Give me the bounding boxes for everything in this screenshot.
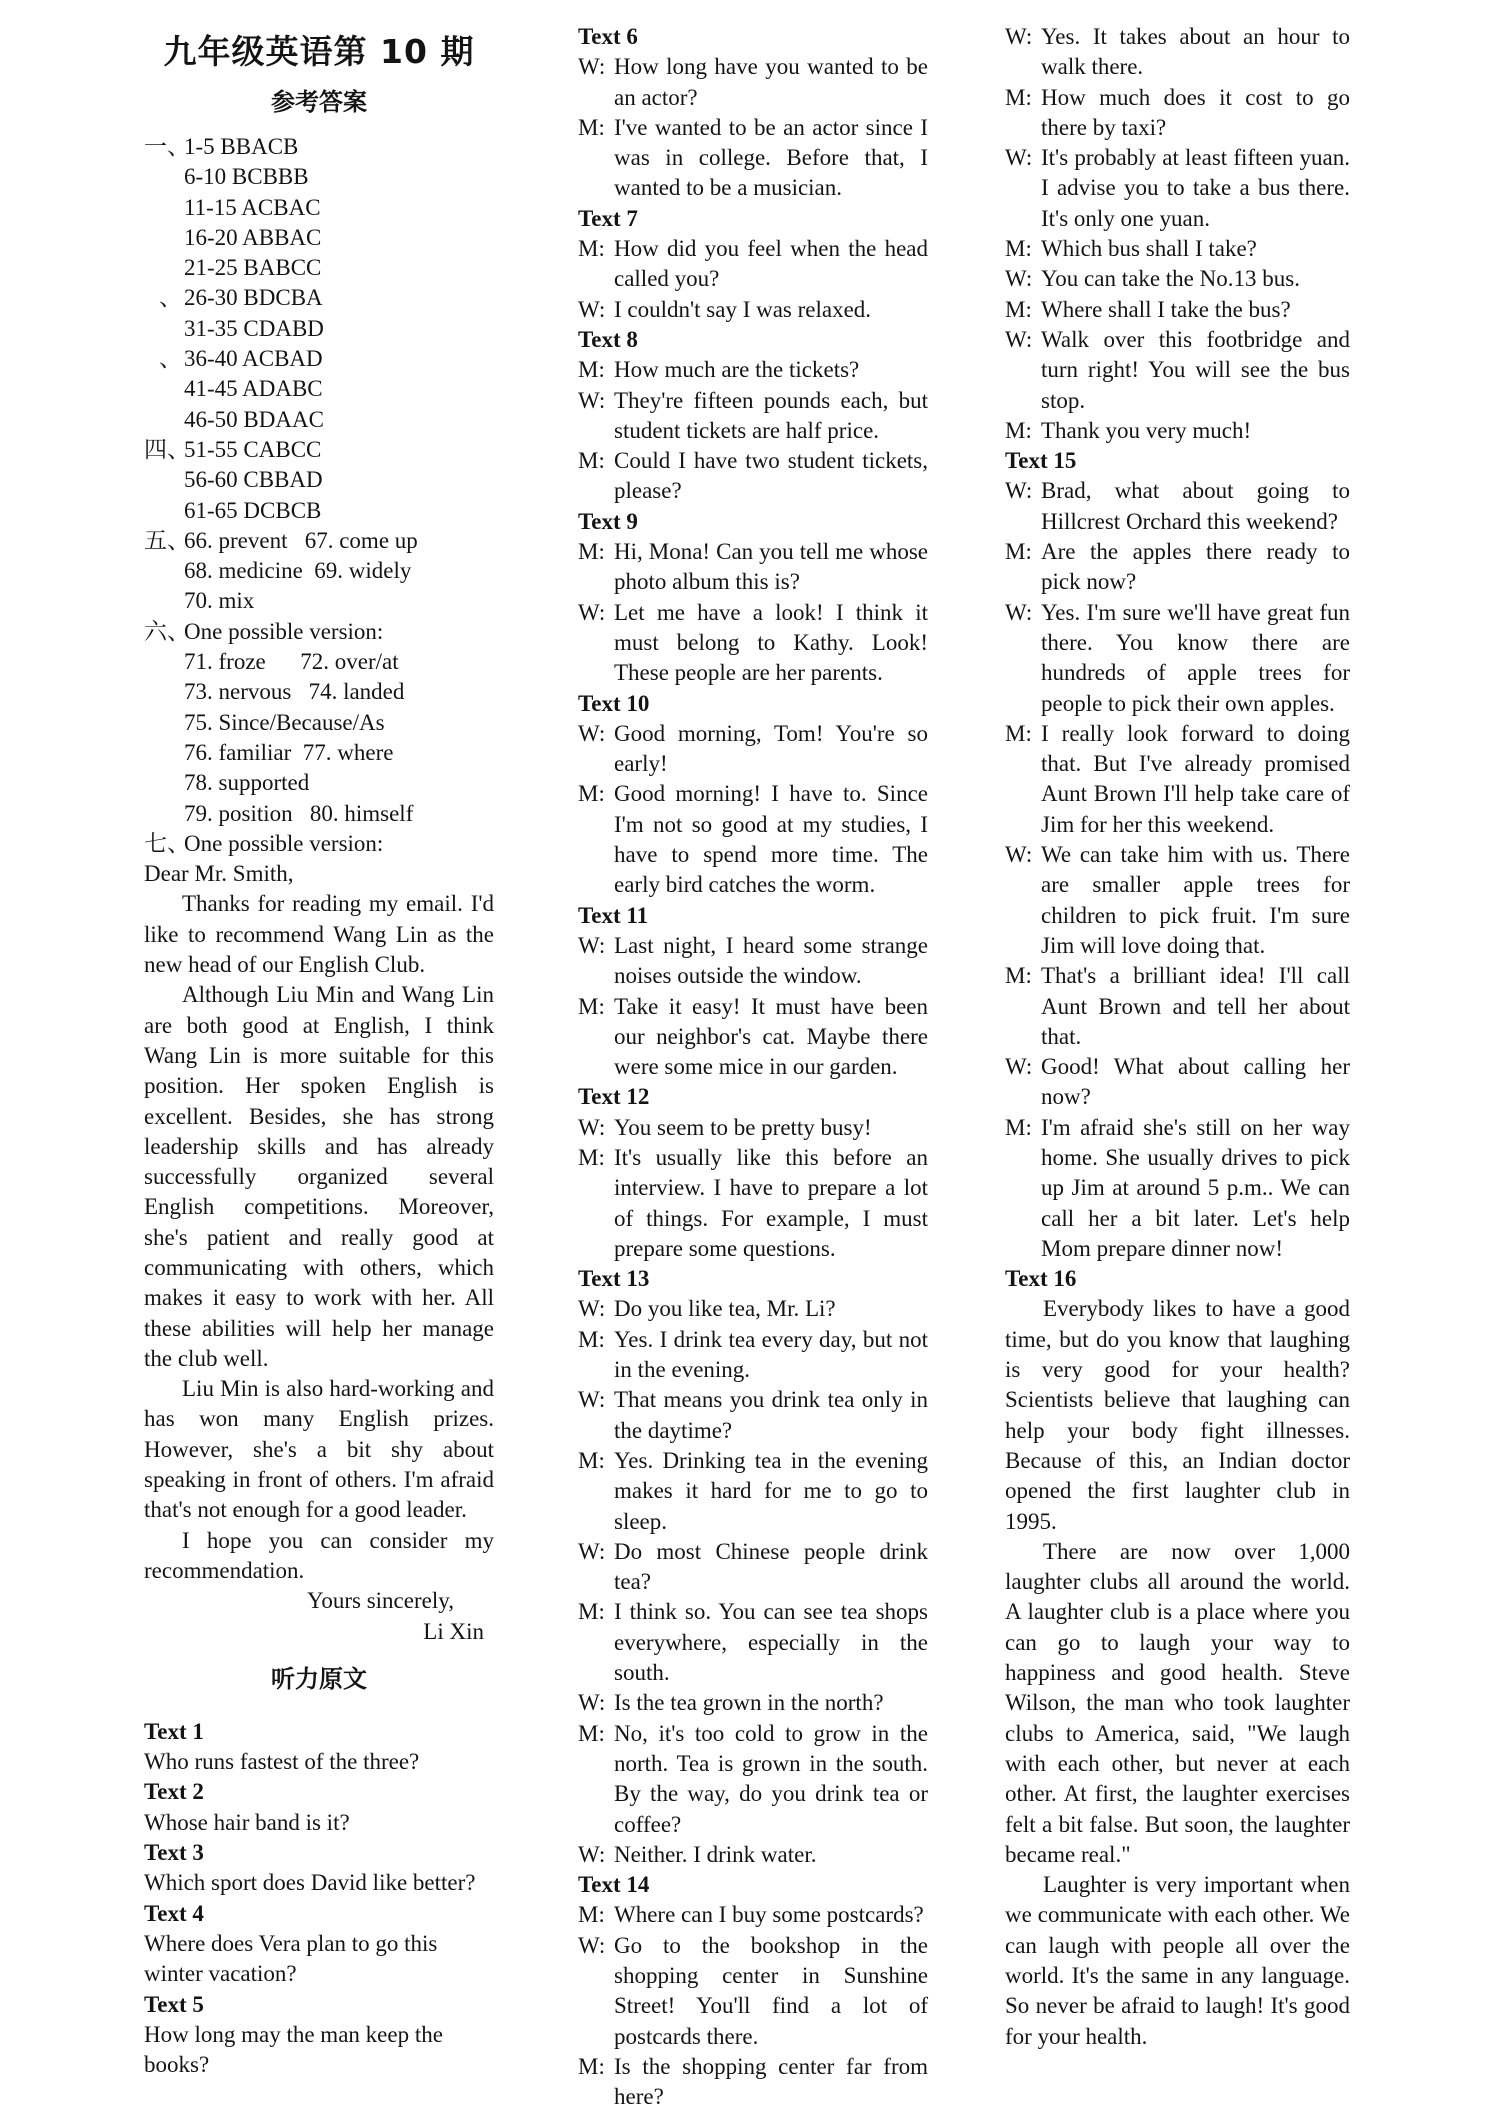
speaker: M: — [1005, 720, 1032, 746]
answer-row — [144, 768, 494, 798]
line-text: Where can I buy some postcards? — [614, 1902, 924, 1928]
speaker: M: — [578, 1902, 605, 1928]
speaker: M: — [578, 993, 605, 1019]
dialogue-line — [578, 355, 928, 385]
dialogue-line — [1005, 295, 1350, 325]
section-number — [144, 314, 184, 344]
line-text: Which bus shall I take? — [1041, 236, 1257, 262]
answer-text: 79. position 80. himself — [184, 800, 414, 826]
dialogue-line — [578, 779, 928, 900]
dialogue-line — [1005, 325, 1350, 416]
speaker: M: — [578, 1144, 605, 1170]
answer-text: One possible version: — [184, 830, 384, 856]
line-text: Hi, Mona! Can you tell me whose photo album this is? — [614, 539, 928, 595]
dialogue-line — [578, 1900, 928, 1930]
dialogue-line — [578, 1143, 928, 1264]
answer-row — [144, 708, 494, 738]
dialogue-line — [1005, 22, 1350, 83]
section-number — [144, 465, 184, 495]
answer-row — [144, 435, 494, 465]
answer-row — [144, 617, 494, 647]
answer-text: 61-65 DCBCB — [184, 497, 322, 523]
dialogue-line — [1005, 1052, 1350, 1113]
answer-row — [144, 193, 494, 223]
speaker: W: — [578, 54, 606, 80]
section-number: 、 — [159, 346, 182, 372]
text-label: Text 7 — [578, 205, 638, 231]
line-text: Is the shopping center far from here? — [614, 2053, 928, 2110]
dialogue-line — [1005, 840, 1350, 961]
speaker: M: — [1005, 963, 1032, 989]
passage-paragraph: Everybody likes to have a good time, but do you know that laughing is very good for your health? Scientists believe that laughing can help your body fight illnesses. Because of this, an Indian doctor opened the first laughter club in 1995. — [1005, 1296, 1350, 1534]
speaker: W: — [578, 387, 606, 413]
dialogue-line — [1005, 719, 1350, 840]
dialogue-line — [578, 234, 928, 295]
question-text: Where does Vera plan to go this winter vacation? — [144, 1930, 438, 1987]
answer-row — [144, 465, 494, 495]
answer-row — [144, 374, 494, 404]
line-text: Good morning! I have to. Since I'm not so good at my studies, I have to spend more time. The early bird catches the worm. — [614, 781, 928, 898]
letter-closing: Yours sincerely, — [307, 1588, 454, 1614]
line-text: Where shall I take the bus? — [1041, 296, 1291, 322]
line-text: Go to the bookshop in the shopping center in Sunshine Street! You'll find a lot of postcards there. — [614, 1932, 928, 2049]
line-text: No, it's too cold to grow in the north. Tea is grown in the south. By the way, do you drink tea or coffee? — [614, 1720, 928, 1837]
answer-list — [144, 132, 494, 859]
listening-questions — [144, 1717, 494, 2081]
dialogue-line — [578, 1325, 928, 1386]
answer-row — [144, 647, 494, 677]
section-number — [144, 193, 184, 223]
dialogue-line — [578, 719, 928, 780]
answer-row — [144, 677, 494, 707]
speaker: W: — [1005, 326, 1033, 352]
answer-text: 11-15 ACBAC — [184, 194, 321, 220]
speaker: W: — [578, 296, 606, 322]
speaker: M: — [578, 357, 605, 383]
answer-text: 56-60 CBBAD — [184, 467, 323, 493]
answer-text: 6-10 BCBBB — [184, 164, 309, 190]
page-title: 九年级英语第 10 期 — [163, 32, 475, 71]
answer-row — [144, 799, 494, 829]
line-text: It's probably at least fifteen yuan. I advise you to take a bus there. It's only one yuan. — [1041, 145, 1350, 231]
question-text: Whose hair band is it? — [144, 1809, 350, 1835]
line-text: I'm afraid she's still on her way home. She usually drives to pick up Jim at around 5 p.m.. We can call her a bit later. Let's help Mom prepare dinner now! — [1041, 1114, 1350, 1261]
section-number — [144, 405, 184, 435]
answer-text: 70. mix — [184, 588, 255, 614]
line-text: Do most Chinese people drink tea? — [614, 1538, 928, 1595]
speaker: M: — [578, 1447, 605, 1473]
speaker: W: — [578, 1387, 606, 1413]
section-number — [144, 768, 184, 798]
dialogue-line — [578, 1294, 928, 1324]
speaker: W: — [1005, 478, 1033, 504]
answer-text: 31-35 CDABD — [184, 315, 324, 341]
speaker: M: — [578, 114, 605, 140]
answer-text: 76. familiar 77. where — [184, 739, 394, 765]
answer-text: 21-25 BABCC — [184, 255, 322, 281]
line-text: Yes. It takes about an hour to walk there. — [1041, 24, 1350, 80]
answer-text: 51-55 CABCC — [184, 436, 322, 462]
section-number — [144, 677, 184, 707]
answer-text: 46-50 BDAAC — [184, 406, 324, 432]
section-number: 一、 — [144, 134, 190, 159]
speaker: W: — [578, 720, 606, 746]
dialogue-line — [1005, 537, 1350, 598]
dialogue-line — [1005, 143, 1350, 234]
answer-text: 41-45 ADABC — [184, 376, 323, 402]
speaker: W: — [1005, 599, 1033, 625]
column-1 — [144, 22, 494, 2080]
line-text: Yes. I drink tea every day, but not in the evening. — [614, 1326, 928, 1383]
answer-row — [144, 283, 494, 313]
dialogue-line — [578, 1688, 928, 1718]
dialogue-line — [1005, 961, 1350, 1052]
speaker: M: — [1005, 1114, 1032, 1140]
speaker: M: — [1005, 417, 1032, 443]
question-text: Which sport does David like better? — [144, 1870, 476, 1896]
text-label: Text 10 — [578, 690, 650, 716]
section-number — [144, 374, 184, 404]
line-text: How much are the tickets? — [614, 357, 860, 383]
line-text: Thank you very much! — [1041, 417, 1252, 443]
answers-heading: 参考答案 — [271, 88, 367, 116]
line-text: You can take the No.13 bus. — [1041, 266, 1300, 292]
speaker: W: — [578, 1296, 606, 1322]
answer-row — [144, 223, 494, 253]
answer-row — [144, 586, 494, 616]
speaker: M: — [578, 2053, 605, 2079]
answer-text: 75. Since/Because/As — [184, 709, 385, 735]
dialogue-line — [578, 386, 928, 447]
letter-paragraph: Thanks for reading my email. I'd like to recommend Wang Lin as the new head of our English Club. — [144, 891, 494, 978]
section-number — [144, 223, 184, 253]
speaker: M: — [1005, 539, 1032, 565]
line-text: Take it easy! It must have been our neighbor's cat. Maybe there were some mice in our garden. — [614, 993, 928, 1080]
letter-signature: Li Xin — [423, 1618, 484, 1644]
text-label: Text 11 — [578, 902, 649, 928]
dialogue-line — [578, 537, 928, 598]
line-text: How long have you wanted to be an actor? — [614, 54, 928, 110]
dialogue-line — [578, 295, 928, 325]
line-text: Good! What about calling her now? — [1041, 1054, 1350, 1110]
speaker: W: — [1005, 266, 1033, 292]
speaker: M: — [578, 1326, 605, 1352]
text-label: Text 9 — [578, 508, 638, 534]
text-label: Text 1 — [144, 1718, 204, 1744]
speaker: M: — [578, 448, 605, 474]
answer-text: 66. prevent 67. come up — [184, 527, 418, 553]
line-text: Walk over this footbridge and turn right! You will see the bus stop. — [1041, 326, 1350, 413]
text-label: Text 16 — [1005, 1266, 1077, 1292]
answer-row — [144, 253, 494, 283]
dialogue-line — [578, 1931, 928, 2052]
text-label: Text 14 — [578, 1872, 650, 1898]
answer-row — [144, 829, 494, 859]
section-number — [144, 162, 184, 192]
dialogue-line — [578, 992, 928, 1083]
section-number — [144, 586, 184, 616]
dialogue-line — [1005, 598, 1350, 719]
line-text: Neither. I drink water. — [614, 1841, 817, 1867]
listening-heading: 听力原文 — [271, 1664, 367, 1693]
line-text: Yes. I'm sure we'll have great fun there. You know there are hundreds of apple trees for people to pick their own apples. — [1041, 599, 1350, 716]
section-number: 七、 — [144, 830, 190, 856]
speaker: W: — [1005, 842, 1033, 868]
dialogue-line — [578, 52, 928, 113]
answer-row — [144, 526, 494, 556]
speaker: W: — [578, 1841, 606, 1867]
speaker: W: — [1005, 145, 1033, 171]
text-label: Text 12 — [578, 1084, 650, 1110]
text-label: Text 6 — [578, 24, 638, 49]
line-text: Is the tea grown in the north? — [614, 1690, 884, 1716]
dialogue-line — [1005, 476, 1350, 537]
line-text: They're fifteen pounds each, but student tickets are half price. — [614, 387, 928, 443]
answer-text: One possible version: — [184, 618, 384, 644]
answer-row — [144, 132, 494, 162]
letter-paragraph: Liu Min is also hard-working and has won many English prizes. However, she's a bit shy about speaking in front of others. I'm afraid that's not enough for a good leader. — [144, 1376, 494, 1523]
line-text: I think so. You can see tea shops everywhere, especially in the south. — [614, 1599, 928, 1686]
text-label: Text 13 — [578, 1266, 650, 1292]
line-text: You seem to be pretty busy! — [614, 1114, 872, 1140]
section-number — [144, 738, 184, 768]
dialogue-line — [578, 1719, 928, 1840]
dialogue-line — [578, 1113, 928, 1143]
line-text: Could I have two student tickets, please? — [614, 448, 928, 504]
line-text: We can take him with us. There are smaller apple trees for children to pick fruit. I'm sure Jim will love doing that. — [1041, 842, 1350, 958]
answer-row — [144, 162, 494, 192]
dialogue-line — [578, 2052, 928, 2112]
answer-row — [144, 344, 494, 374]
dialogue-line — [578, 1385, 928, 1446]
text-label: Text 2 — [144, 1779, 204, 1805]
speaker: W: — [578, 1114, 606, 1140]
letter-paragraph: Although Liu Min and Wang Lin are both good at English, I think Wang Lin is more suitable for this position. Her spoken English is excellent. Besides, she has strong leadership skills and has already successfully organized several English competitions. Moreover, she's patient and really good at communicating with others, which makes it easy to work with her. All these abilities will help her manage the club well. — [144, 982, 494, 1371]
dialogue-line — [578, 598, 928, 689]
recommendation-letter — [144, 859, 494, 1647]
answer-row — [144, 314, 494, 344]
line-text: Good morning, Tom! You're so early! — [614, 720, 928, 777]
speaker: W: — [578, 1690, 606, 1716]
answer-text: 68. medicine 69. widely — [184, 558, 412, 584]
letter-paragraph: I hope you can consider my recommendation. — [144, 1527, 494, 1583]
answer-text: 71. froze 72. over/at — [184, 649, 399, 675]
dialogue-line — [1005, 83, 1350, 144]
section-number — [144, 496, 184, 526]
dialogue-line — [578, 1537, 928, 1598]
speaker: M: — [578, 1599, 605, 1625]
section-number — [144, 253, 184, 283]
section-number — [144, 799, 184, 829]
line-text: I really look forward to doing that. But I've already promised Aunt Brown I'll help take care of Jim for her this weekend. — [1041, 720, 1350, 837]
text-label: Text 5 — [144, 1991, 204, 2017]
text-label: Text 15 — [1005, 448, 1077, 474]
letter-greeting: Dear Mr. Smith, — [144, 861, 294, 887]
dialogue-line — [578, 113, 928, 204]
text-label: Text 3 — [144, 1840, 204, 1866]
line-text: Let me have a look! I think it must belong to Kathy. Look! These people are her parents. — [614, 599, 928, 686]
speaker: W: — [578, 1538, 606, 1564]
line-text: That's a brilliant idea! I'll call Aunt Brown and tell her about that. — [1041, 963, 1350, 1049]
question-text: Who runs fastest of the three? — [144, 1749, 420, 1775]
passage-paragraph: There are now over 1,000 laughter clubs all around the world. A laughter club is a place where you can go to laugh your way to happiness and good health. Steve Wilson, the man who took laughter clubs to America, said, "We laugh with each other, but never at each other. At first, the laughter exercises felt a bit false. But soon, the laughter became real." — [1005, 1538, 1350, 1867]
line-text: It's usually like this before an interview. I have to prepare a lot of things. For example, I must prepare some questions. — [614, 1144, 928, 1261]
speaker: W: — [1005, 24, 1033, 49]
speaker: M: — [1005, 296, 1032, 322]
line-text: That means you drink tea only in the daytime? — [614, 1387, 928, 1443]
answer-row — [144, 556, 494, 586]
answer-row — [144, 738, 494, 768]
speaker: M: — [578, 236, 605, 262]
speaker: M: — [1005, 84, 1032, 110]
section-number — [144, 556, 184, 586]
column-2 — [578, 22, 928, 2112]
answer-text: 26-30 BDCBA — [184, 285, 323, 311]
speaker: W: — [1005, 1054, 1033, 1080]
dialogue-line — [1005, 416, 1350, 446]
speaker: W: — [578, 932, 606, 958]
answer-text: 78. supported — [184, 770, 310, 796]
column-3 — [1005, 22, 1350, 2052]
dialogue-line — [578, 1840, 928, 1870]
text-label: Text 8 — [578, 326, 638, 352]
dialogue-line — [1005, 264, 1350, 294]
dialogue-line — [578, 1597, 928, 1688]
line-text: Are the apples there ready to pick now? — [1041, 539, 1350, 595]
line-text: Last night, I heard some strange noises outside the window. — [614, 932, 928, 989]
dialogue-line — [1005, 234, 1350, 264]
section-number: 五、 — [144, 527, 190, 553]
answer-text: 36-40 ACBAD — [184, 346, 323, 372]
line-text: I couldn't say I was relaxed. — [614, 296, 872, 322]
line-text: How did you feel when the head called you? — [614, 236, 928, 292]
answer-text: 1-5 BBACB — [184, 134, 299, 159]
dialogue-line — [1005, 1113, 1350, 1264]
speaker: W: — [578, 1932, 606, 1958]
answer-text: 16-20 ABBAC — [184, 224, 322, 250]
section-number — [144, 708, 184, 738]
section-number — [144, 647, 184, 677]
line-text: Yes. Drinking tea in the evening makes it hard for me to go to sleep. — [614, 1447, 928, 1534]
answer-row — [144, 496, 494, 526]
line-text: Do you like tea, Mr. Li? — [614, 1296, 836, 1322]
answer-text: 73. nervous 74. landed — [184, 679, 405, 705]
section-number: 、 — [159, 285, 182, 311]
line-text: Brad, what about going to Hillcrest Orchard this weekend? — [1041, 478, 1350, 534]
text-label: Text 4 — [144, 1900, 204, 1926]
section-number: 六、 — [144, 618, 190, 644]
speaker: M: — [578, 781, 605, 807]
passage-paragraph: Laughter is very important when we communicate with each other. We can laugh with people all over the world. It's the same in any language. So never be afraid to laugh! It's good for your health. — [1005, 1872, 1350, 2049]
question-text: How long may the man keep the books? — [144, 2021, 443, 2078]
section-number: 四、 — [144, 436, 190, 462]
speaker: M: — [1005, 236, 1032, 262]
speaker: M: — [578, 539, 605, 565]
dialogue-line — [578, 1446, 928, 1537]
speaker: W: — [578, 599, 606, 625]
line-text: How much does it cost to go there by taxi? — [1041, 84, 1350, 140]
dialogue-line — [578, 446, 928, 507]
speaker: M: — [578, 1720, 605, 1746]
answer-row — [144, 405, 494, 435]
line-text: I've wanted to be an actor since I was in college. Before that, I wanted to be a musician. — [614, 114, 928, 201]
dialogue-line — [578, 931, 928, 992]
